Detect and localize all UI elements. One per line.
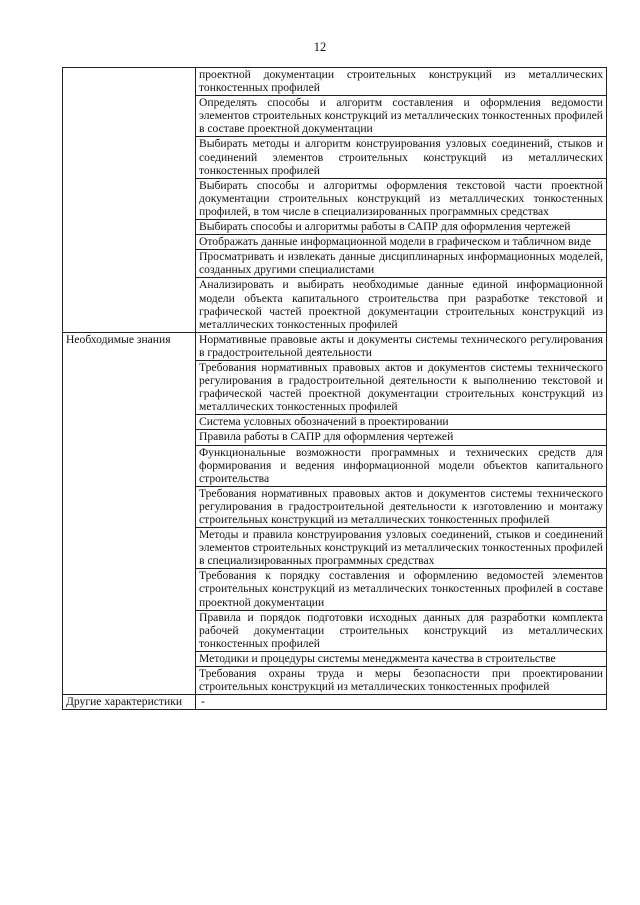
- knowledge-item: Методы и правила конструирования узловых соединений, стыков и соединений элементов строительных конструкций из металлических тонкостенных профилей в специализированных программных средствах: [196, 528, 607, 569]
- skill-item: Выбирать способы и алгоритмы работы в САПР для оформления чертежей: [196, 220, 607, 235]
- knowledge-item: Требования к порядку составления и оформлению ведомостей элементов строительных конструкций из металлических тонкостенных профилей в составе проектной документации: [196, 569, 607, 610]
- table-row: [63, 332, 607, 360]
- dash-value: -: [201, 695, 205, 709]
- other-characteristics-value: [196, 695, 607, 710]
- knowledge-item: Правила и порядок подготовки исходных данных для разработки комплекта рабочей документации строительных конструкций из металлических тонкостенных профилей: [196, 610, 607, 651]
- skills-label-cell: [63, 68, 196, 333]
- skill-item: Выбирать способы и алгоритмы оформления текстовой части проектной документации строительных конструкций из металлических тонкостенных профилей, в том числе в специализированных программных средствах: [196, 178, 607, 219]
- knowledge-item: Нормативные правовые акты и документы системы технического регулирования в градостроительной деятельности: [196, 332, 607, 360]
- skill-item: Выбирать методы и алгоритм конструирования узловых соединений, стыков и соединений элементов строительных конструкций из металлических тонкостенных профилей: [196, 137, 607, 178]
- skill-item: Просматривать и извлекать данные дисциплинарных информационных моделей, созданных другими специалистами: [196, 250, 607, 278]
- skill-item: Отображать данные информационной модели в графическом и табличном виде: [196, 235, 607, 250]
- knowledge-item: Правила работы в САПР для оформления чертежей: [196, 430, 607, 445]
- knowledge-item: Функциональные возможности программных и технических средств для формирования и ведения информационной модели объектов капитального строительства: [196, 445, 607, 486]
- knowledge-item: Требования нормативных правовых актов и документов системы технического регулирования в градостроительной деятельности к изготовлению и монтажу строительных конструкций из металлических тонкостенных профилей: [196, 486, 607, 527]
- skill-item: проектной документации строительных конструкций из металлических тонкостенных профилей: [196, 68, 607, 96]
- skill-item: Анализировать и выбирать необходимые данные единой информационной модели объекта капитального строительства при разработке текстовой и графической частей проектной документации строительных конструкций из металлических тонкостенных профилей: [196, 278, 607, 332]
- knowledge-item: Система условных обозначений в проектировании: [196, 415, 607, 430]
- other-characteristics-label: Другие характеристики: [63, 695, 196, 710]
- table-row: [63, 68, 607, 96]
- skill-item: Определять способы и алгоритм составления и оформления ведомости элементов строительных конструкций из металлических тонкостенных профилей в составе проектной документации: [196, 96, 607, 137]
- knowledge-item: Требования нормативных правовых актов и документов системы технического регулирования в градостроительной деятельности к выполнению текстовой и графической частей проектной документации строительных конструкций из металлических тонкостенных профилей: [196, 360, 607, 414]
- table-row: [63, 695, 607, 710]
- knowledge-item: Требования охраны труда и меры безопасности при проектировании строительных конструкций из металлических тонкостенных профилей: [196, 667, 607, 695]
- competency-table: [62, 67, 607, 710]
- knowledge-label: Необходимые знания: [63, 332, 196, 694]
- page-number: 12: [313, 40, 327, 54]
- knowledge-item: Методики и процедуры системы менеджмента качества в строительстве: [196, 651, 607, 666]
